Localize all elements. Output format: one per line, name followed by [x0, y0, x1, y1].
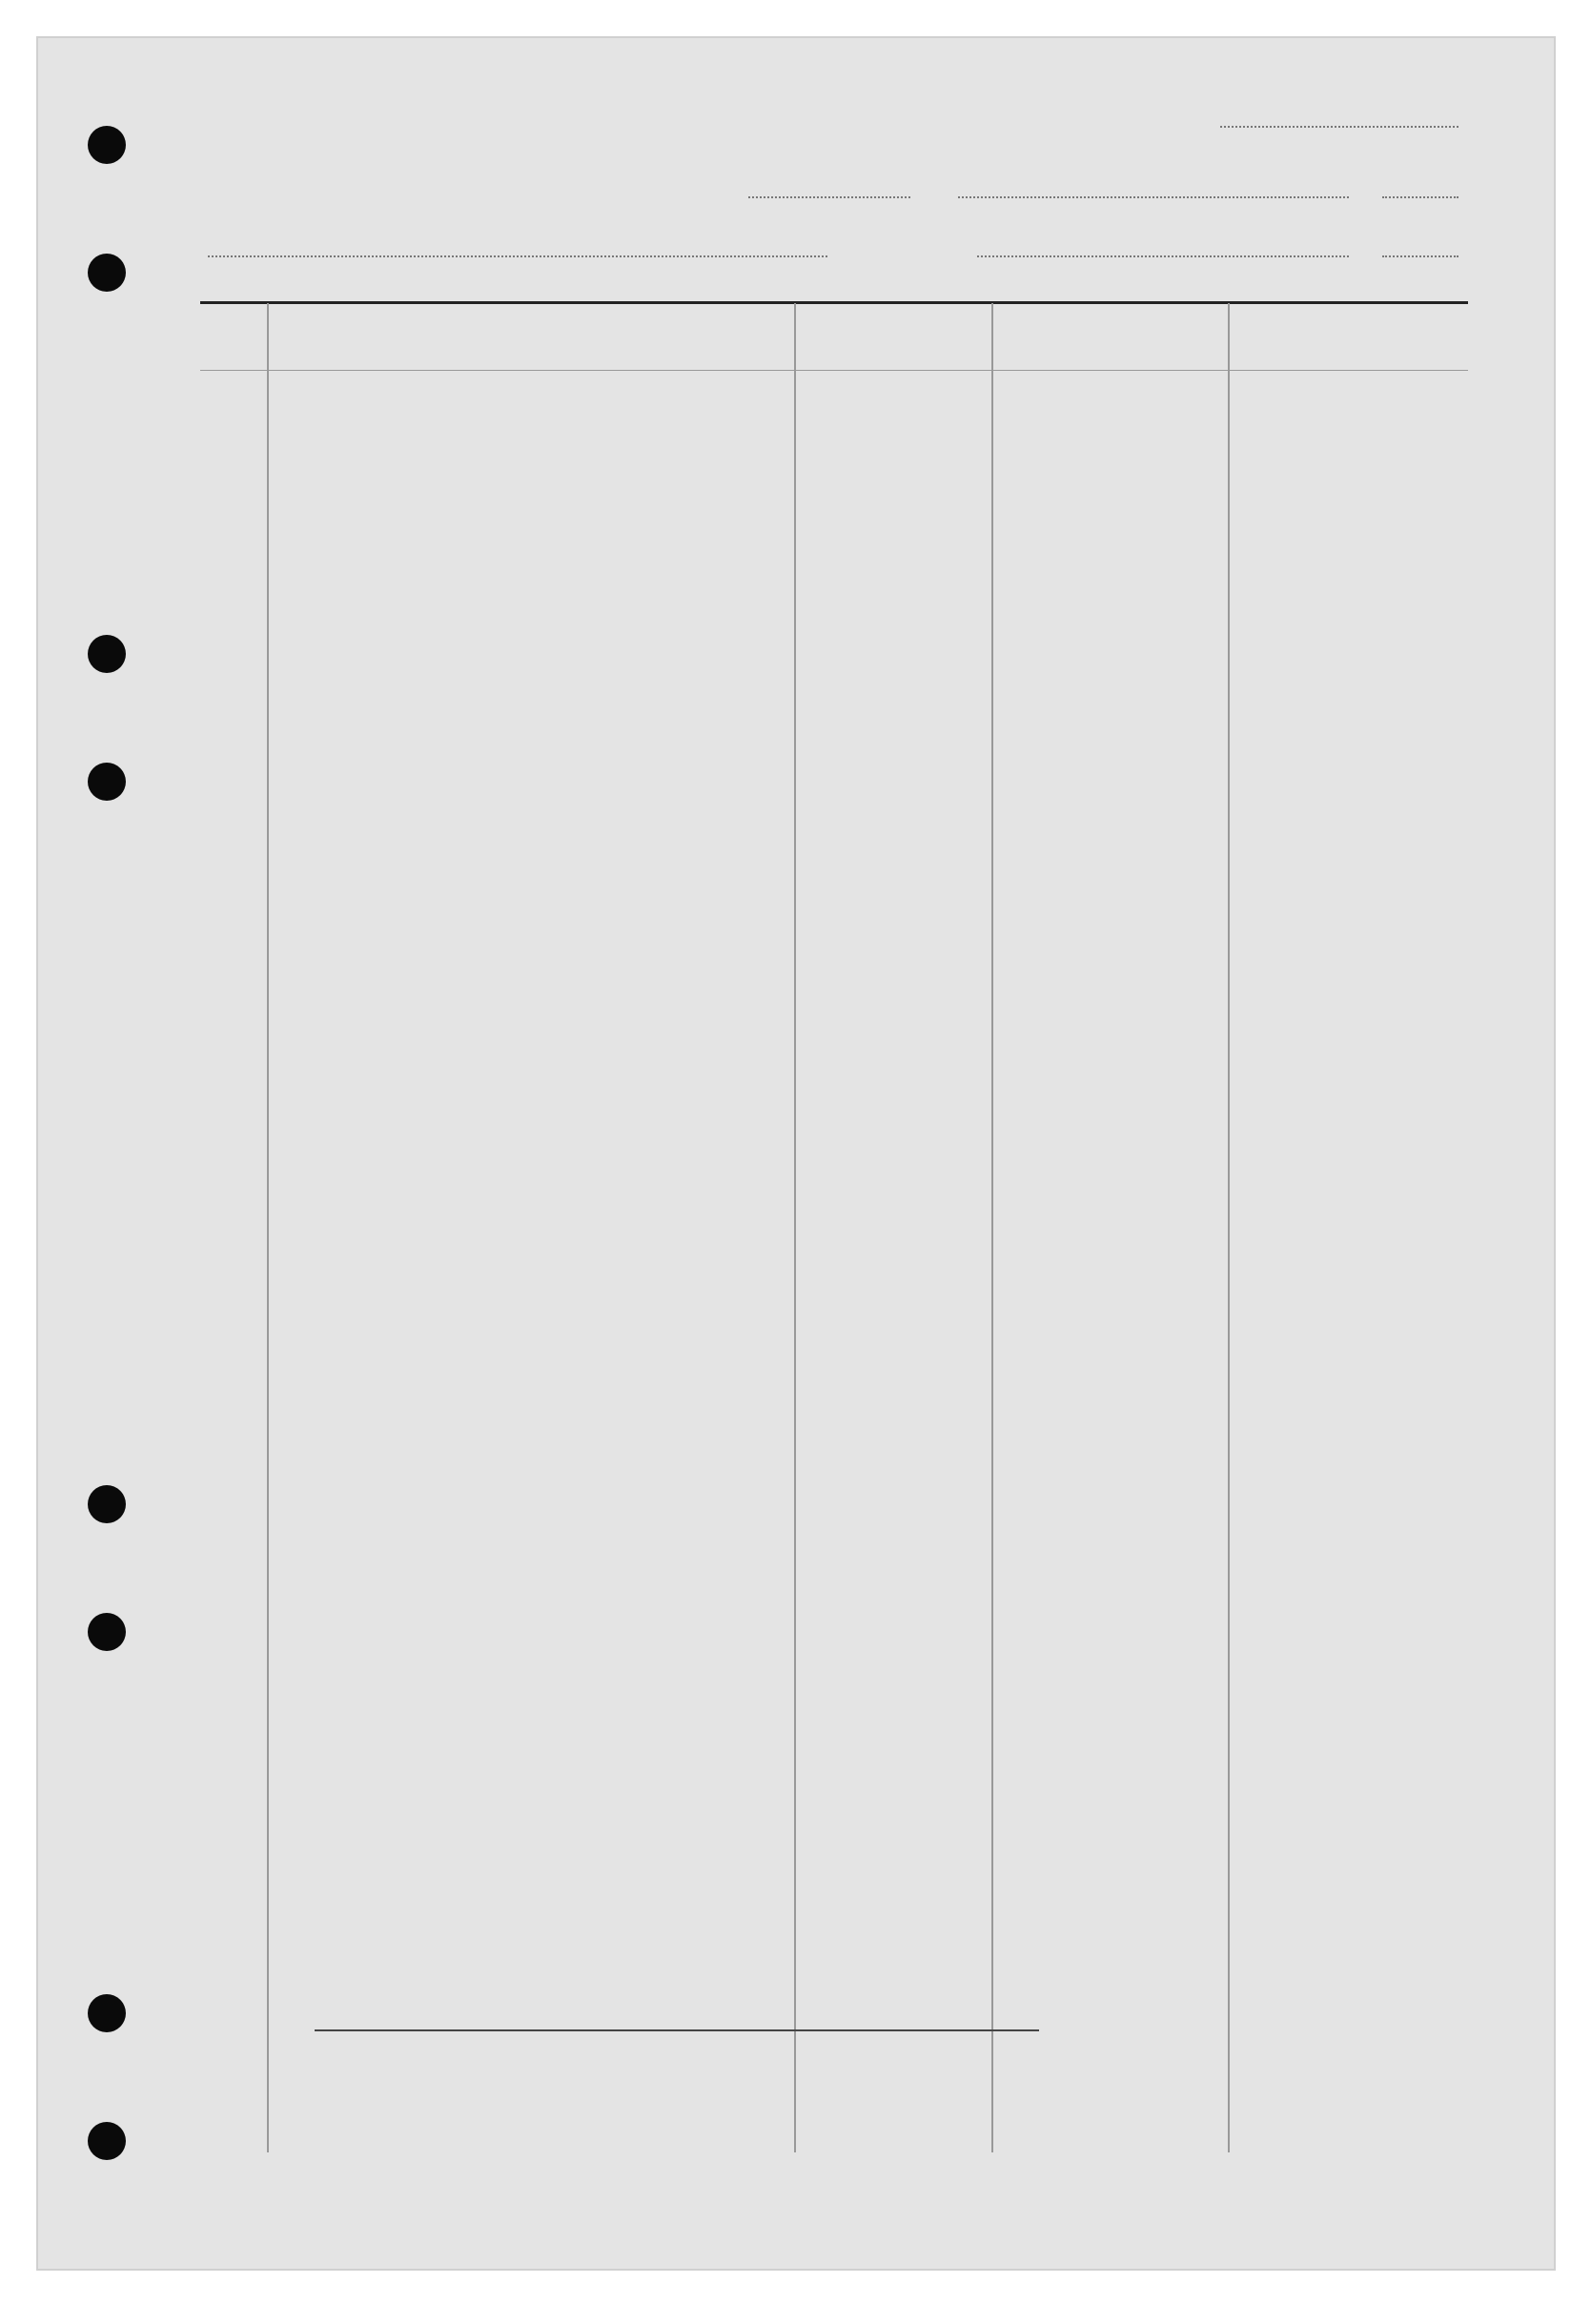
- manifest-sheet: [38, 38, 1554, 2269]
- tally-checkmarks: [38, 38, 1554, 2269]
- closing-rule: [315, 2029, 1039, 2031]
